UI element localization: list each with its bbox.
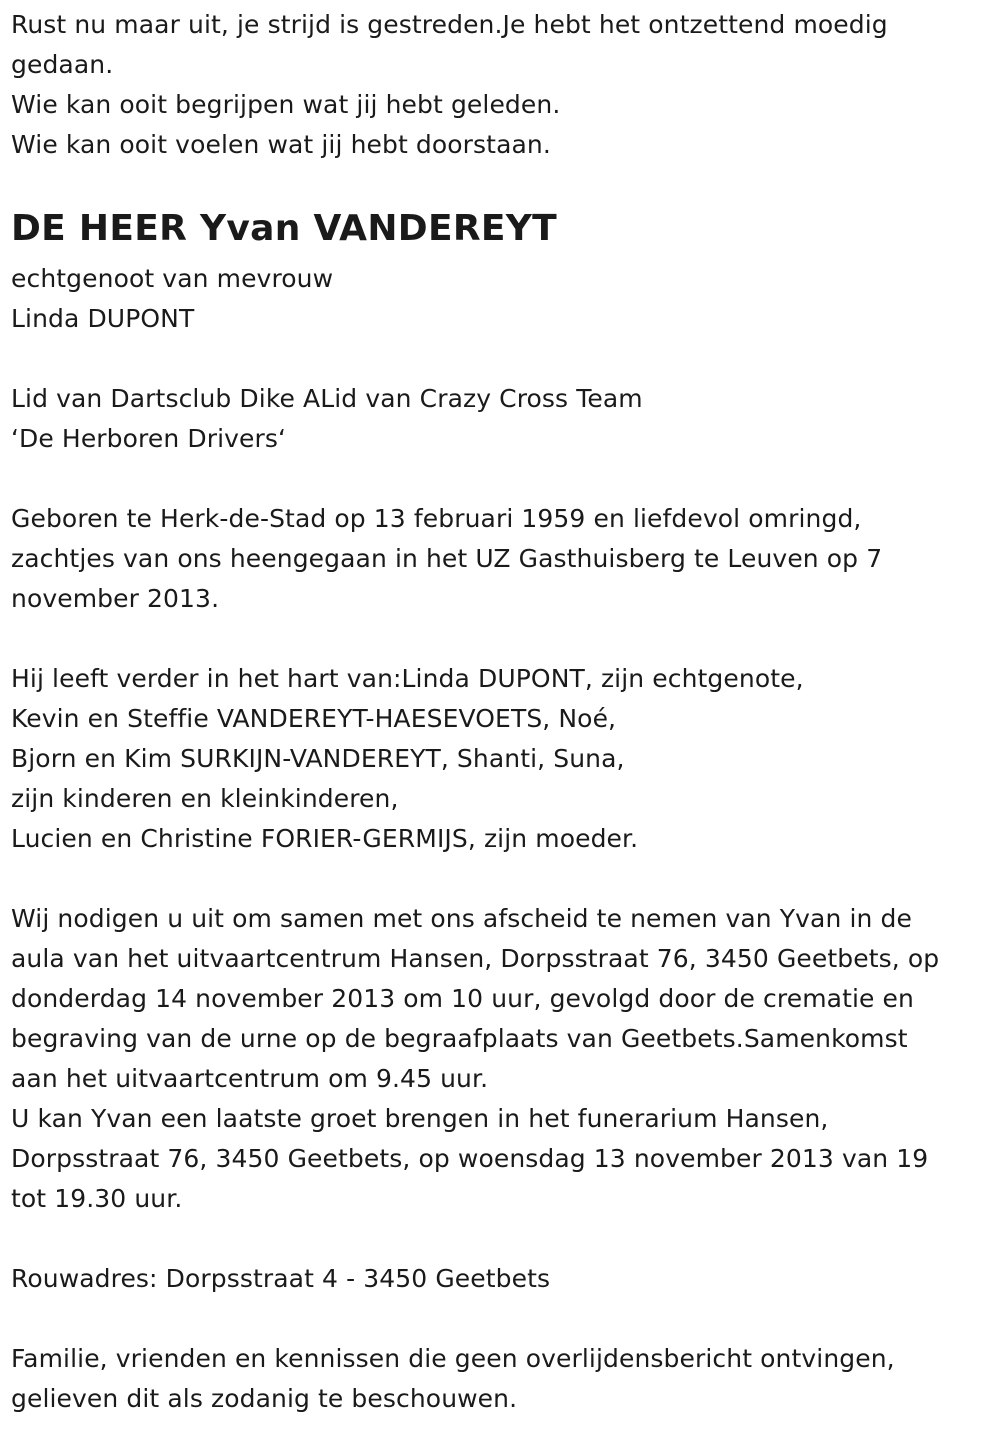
poem-line: Wie kan ooit begrijpen wat jij hebt geleden. (11, 90, 561, 119)
survivor-line: zijn kinderen en kleinkinderen, (11, 784, 399, 813)
ceremony-line: aan het uitvaartcentrum om 9.45 uur. (11, 1064, 489, 1093)
membership-line: ‘De Herboren Drivers‘ (11, 424, 287, 453)
birth-death-block (11, 499, 996, 619)
ceremony-line: aula van het uitvaartcentrum Hansen, Dorpsstraat 76, 3450 Geetbets, op (11, 944, 940, 973)
mourning-address: Rouwadres: Dorpsstraat 4 - 3450 Geetbets (11, 1264, 551, 1293)
poem-line: gedaan. (11, 50, 114, 79)
spouse-intro: echtgenoot van mevrouw (11, 264, 334, 293)
ceremony-line: Wij nodigen u uit om samen met ons afscheid te nemen van Yvan in de (11, 904, 912, 933)
survivor-line: Hij leeft verder in het hart van:Linda DUPONT, zijn echtgenote, (11, 664, 804, 693)
survivor-line: Lucien en Christine FORIER-GERMIJS, zijn moeder. (11, 824, 639, 853)
closing-block (11, 1339, 996, 1419)
obituary-notice (11, 5, 996, 1419)
ceremony-block (11, 899, 996, 1219)
survivor-line: Bjorn en Kim SURKIJN-VANDEREYT, Shanti, Suna, (11, 744, 625, 773)
closing-line: Familie, vrienden en kennissen die geen overlijdensbericht ontvingen, (11, 1344, 895, 1373)
ceremony-line: tot 19.30 uur. (11, 1184, 183, 1213)
birth-death-line: zachtjes van ons heengegaan in het UZ Gasthuisberg te Leuven op 7 (11, 544, 883, 573)
ceremony-line: U kan Yvan een laatste groet brengen in het funerarium Hansen, (11, 1104, 829, 1133)
poem-block (11, 5, 996, 165)
memberships-block (11, 379, 996, 459)
poem-line: Wie kan ooit voelen wat jij hebt doorstaan. (11, 130, 551, 159)
poem-line: Rust nu maar uit, je strijd is gestreden.Je hebt het ontzettend moedig (11, 10, 888, 39)
ceremony-line: donderdag 14 november 2013 om 10 uur, gevolgd door de crematie en (11, 984, 914, 1013)
spouse-name: Linda DUPONT (11, 304, 195, 333)
birth-death-line: november 2013. (11, 584, 220, 613)
ceremony-line: Dorpsstraat 76, 3450 Geetbets, op woensdag 13 november 2013 van 19 (11, 1144, 929, 1173)
survivor-line: Kevin en Steffie VANDEREYT-HAESEVOETS, Noé, (11, 704, 617, 733)
membership-line: Lid van Dartsclub Dike ALid van Crazy Cross Team (11, 384, 643, 413)
ceremony-line: begraving van de urne op de begraafplaats van Geetbets.Samenkomst (11, 1024, 908, 1053)
survivors-block (11, 659, 996, 859)
birth-death-line: Geboren te Herk-de-Stad op 13 februari 1959 en liefdevol omringd, (11, 504, 862, 533)
deceased-name: DE HEER Yvan VANDEREYT (11, 208, 557, 249)
closing-line: gelieven dit als zodanig te beschouwen. (11, 1384, 518, 1413)
